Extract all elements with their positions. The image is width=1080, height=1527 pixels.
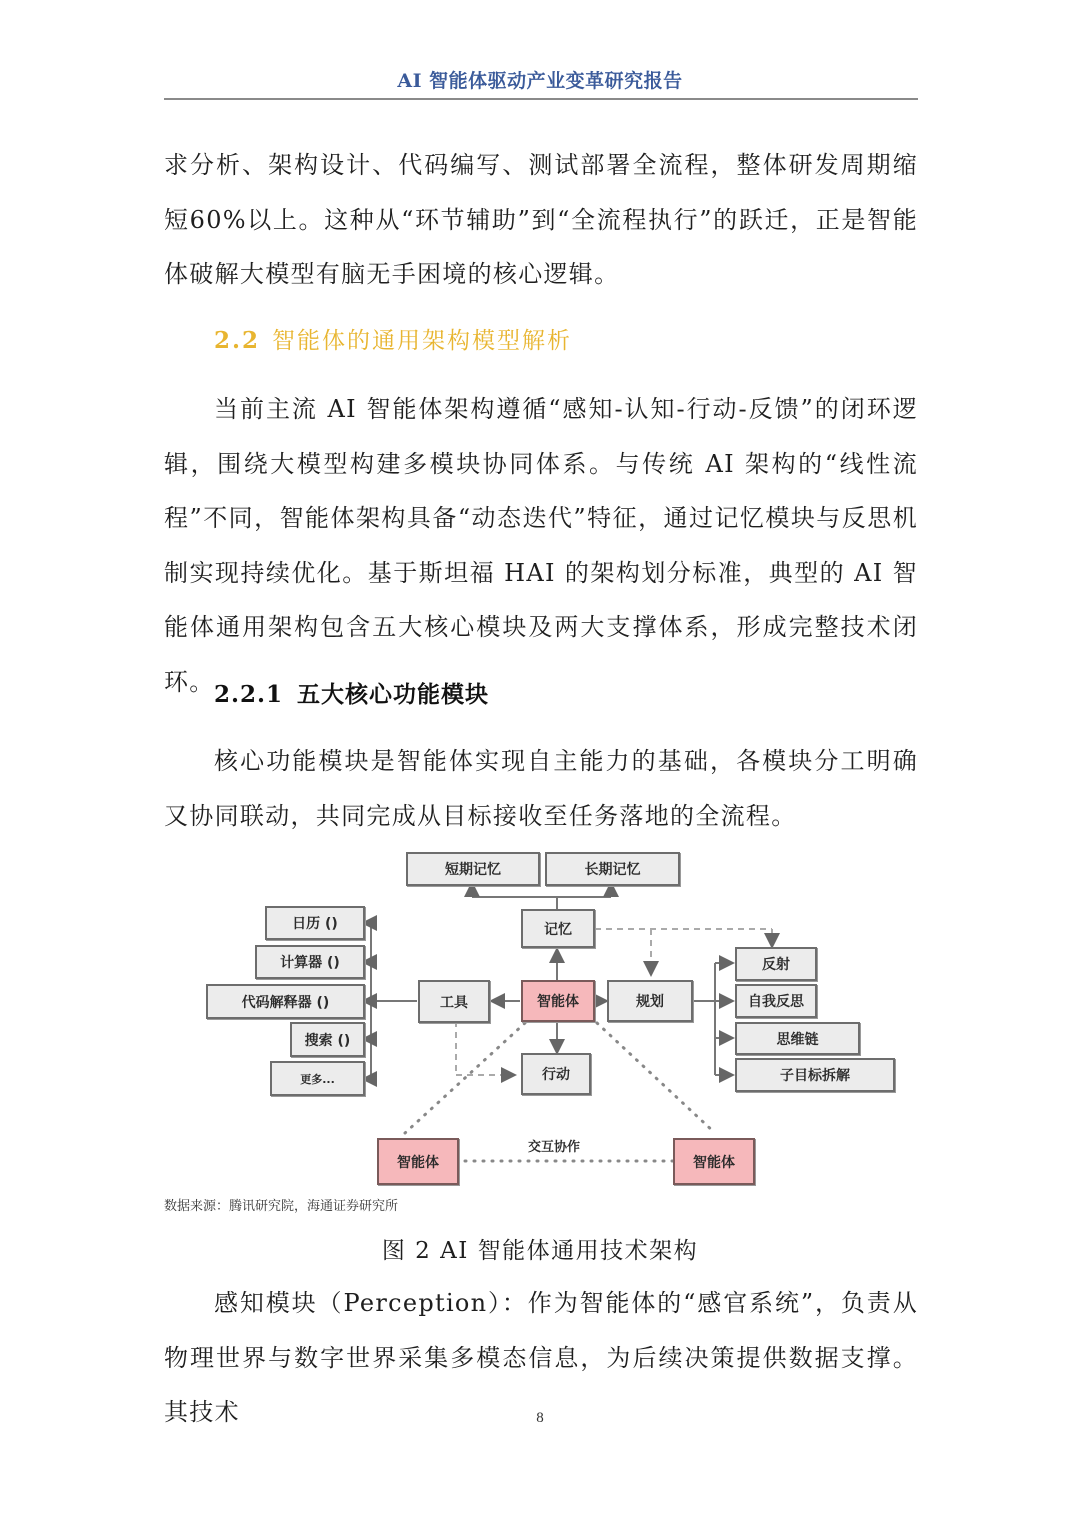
section-number: 2.2 [214, 327, 261, 354]
agent-architecture-diagram [195, 845, 905, 1190]
memory-box: 记忆 [521, 909, 595, 948]
tool-item-more: 更多... [270, 1061, 365, 1096]
planning-item-chain-of-thought: 思维链 [735, 1022, 860, 1055]
header-divider [164, 98, 918, 100]
short-term-memory-box: 短期记忆 [406, 852, 540, 886]
paragraph-core-modules: 核心功能模块是智能体实现自主能力的基础，各模块分工明确又协同联动，共同完成从目标接收至任务落地的全流程。 [164, 747, 918, 830]
section-title: 智能体的通用架构模型解析 [272, 328, 573, 354]
agent-right-box: 智能体 [673, 1138, 755, 1185]
tool-item-calendar: 日历 () [265, 906, 365, 940]
paragraph-intro-continued: 求分析、架构设计、代码编写、测试部署全流程，整体研发周期缩短60%以上。这种从“环节辅助”到“全流程执行”的跃迁，正是智能体破解大模型有脑无手困境的核心逻辑。 [164, 151, 918, 288]
planning-item-subgoal-decomposition: 子目标拆解 [735, 1058, 895, 1092]
interaction-label: 交互协作 [528, 1140, 581, 1155]
tools-box: 工具 [418, 980, 490, 1023]
planning-item-self-reflection: 自我反思 [735, 984, 817, 1018]
agent-left-box: 智能体 [377, 1138, 459, 1185]
tool-item-code-interpreter: 代码解释器 () [206, 984, 365, 1019]
subsection-title: 五大核心功能模块 [297, 682, 490, 708]
figure-source-note: 数据来源：腾讯研究院，海通证券研究所 [164, 1199, 399, 1214]
subsection-number: 2.2.1 [214, 681, 284, 708]
planning-item-reflection: 反射 [735, 947, 817, 981]
figure-caption: 图 2 AI 智能体通用技术架构 [381, 1238, 699, 1264]
section-heading-2-2 [214, 322, 572, 355]
section-heading-2-2-1 [214, 676, 489, 709]
action-box: 行动 [521, 1053, 591, 1095]
tool-item-calculator: 计算器 () [255, 945, 365, 979]
paragraph-perception-module: 感知模块（Perception）：作为智能体的“感官系统”，负责从物理世界与数字世界采集多模态信息，为后续决策提供数据支撑。其技术 [164, 1289, 918, 1426]
report-header-title: AI 智能体驱动产业变革研究报告 [397, 70, 683, 92]
tool-item-search: 搜索 () [290, 1022, 365, 1057]
planning-box: 规划 [607, 980, 693, 1022]
long-term-memory-box: 长期记忆 [545, 852, 680, 886]
agent-center-box: 智能体 [521, 980, 595, 1022]
paragraph-architecture-overview: 当前主流 AI 智能体架构遵循“感知-认知-行动-反馈”的闭环逻辑，围绕大模型构建多模块协同体系。与传统 AI 架构的“线性流程”不同，智能体架构具备“动态迭代”特征，通过记忆模块与反思机制实现持续优化。基于斯坦福 HAI 的架构划分标准，典型的 AI 智能体通用架构包含五大核心模块及两大支撑体系，形成完整技术闭环。 [164, 395, 918, 696]
page-number: 8 [536, 1410, 544, 1426]
